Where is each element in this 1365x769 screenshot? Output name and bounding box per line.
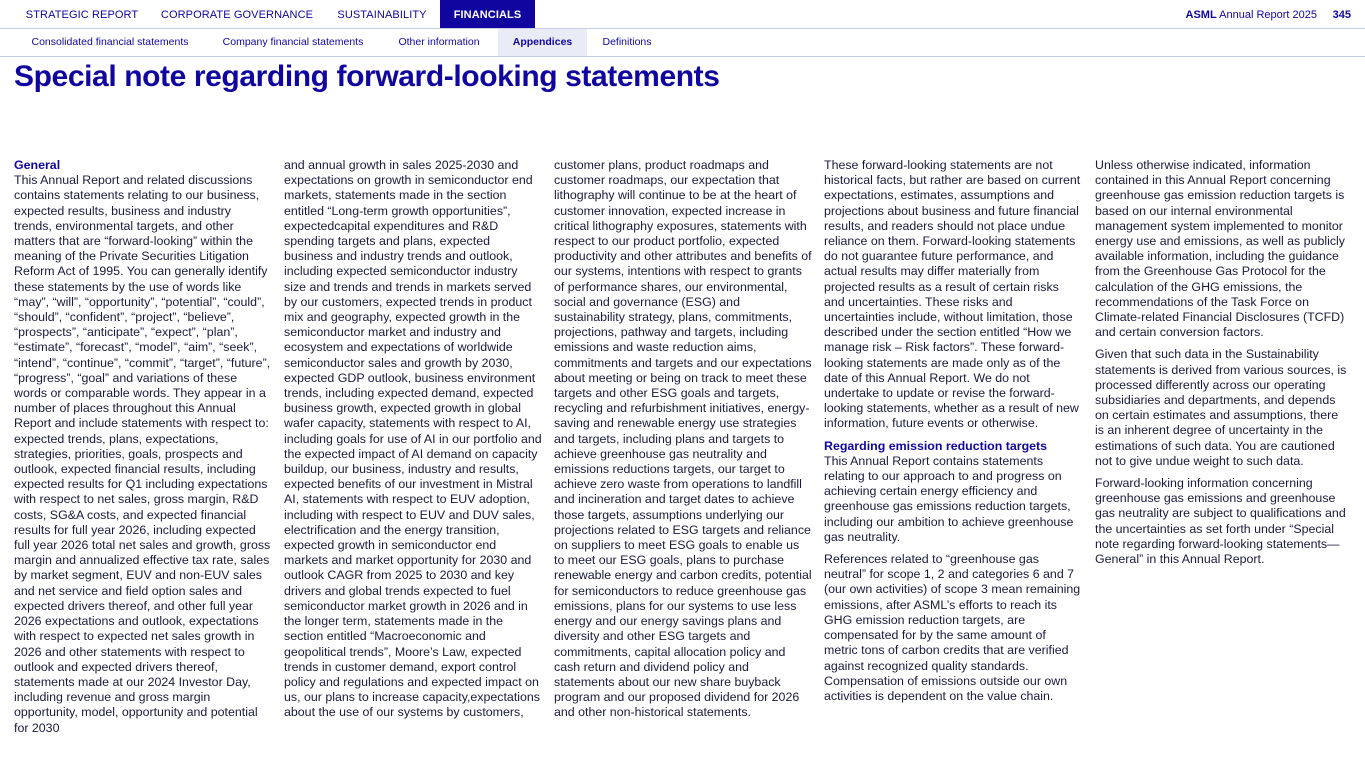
- general-paragraph-continued-2: customer plans, product roadmaps and customer roadmaps, our expectation that lithography will continue to be at the heart of customer innovation, expected increase in critical lithography exposures, statements with respect to our product portfolio, expected productivity and other attributes and benefits of our systems, intentions with respect to grants of performance shares, our environmental, social and governance (ESG) and sustainability strategy, plans, commitments, projections, pathway and targets, including emissions and waste reduction aims, commitments and targets and our expectations about meeting or being on track to meet these targets and other ESG goals and targets, recycling and refurbishment initiatives, energy-saving and renewable energy use strategies and targets, including plans and targets to achieve greenhouse gas neutrality and emissions reductions targets, our target to achieve zero waste from operations to landfill and incineration and target dates to achieve those targets, assumptions underlying our projections related to ESG targets and reliance on suppliers to meet ESG goals to enable us to meet our ESG goals, plans to purchase renewable energy and carbon credits, potential for semiconductors to reduce greenhouse gas emissions, plans for our systems to use less energy and our energy savings plans and diversity and other ESG targets and commitments, capital allocation policy and cash return and dividend policy and statements about our new share buyback program and our proposed dividend for 2026 and other non-historical statements.: [554, 158, 812, 720]
- subtab-consolidated-financial-statements[interactable]: Consolidated financial statements: [31, 36, 189, 48]
- general-paragraph-continued: and annual growth in sales 2025-2030 and expectations on growth in semiconductor end markets, statements made in the section entitled “Long-term growth opportunities”, expectedcapital expenditures and R&D spending targets and plans, expected business and industry trends and outlook, including expected semiconductor industry size and trends and trends in markets served by our customers, expected trends in product mix and geography, expected growth in the semiconductor market and industry and ecosystem and expectations of worldwide semiconductor sales and growth by 2030, expected GDP outlook, business environment trends, including expected demand, expected business growth, expected growth in global wafer capacity, statements with respect to AI, including goals for use of AI in our portfolio and the expected impact of AI demand on capacity buildup, our business, industry and results, expected benefits of our investment in Mistral AI, statements with respect to EUV adoption, including with respect to EUV and DUV sales, electrification and the energy transition, expected growth in semiconductor end markets and market opportunity for 2030 and outlook CAGR from 2025 to 2030 and key drivers and global trends expected to fuel semiconductor market growth in 2026 and in the longer term, statements made in the section entitled “Macroeconomic and geopolitical trends”, Moore’s Law, expected trends in customer demand, export control policy and regulations and expected impact on us, our plans to increase capacity,expectations about the use of our systems by customers,: [284, 158, 542, 720]
- emission-paragraph-4: Given that such data in the Sustainability statements is derived from various sources, is processed differently across our operating subsidiaries and departments, and depends on certain estimates and assumptions, there is an inherent degree of uncertainty in the estimations of such data. You are cautioned not to give undue weight to such data.: [1095, 347, 1347, 468]
- text-column-2: [284, 158, 542, 728]
- subtab-other-information[interactable]: Other information: [398, 36, 480, 48]
- text-column-1: [14, 158, 272, 743]
- general-paragraph: This Annual Report and related discussions contains statements relating to our business, expected results, business and industry trends, environmental targets, and other matters that are “forward-looking” within the meaning of the Private Securities Litigation Reform Act of 1995. You can generally identify these statements by the use of words like “may”, “will”, “opportunity”, “potential”, “could”, “should”, “confident”, “project”, “believe”, “prospects”, “anticipate”, “expect”, “plan”, “estimate”, “forecast”, “model”, “aim”, “seek”, “intend”, “continue”, “commit”, “target”, “future”, “progress”, “goal” and variations of these words or comparable words. They appear in a number of places throughout this Annual Report and include statements with respect to: expected trends, plans, expectations, strategies, priorities, goals, prospects and outlook, expected financial results, including expected results for Q1 including expectations with respect to net sales, gross margin, R&D costs, SG&A costs, and expected financial results for full year 2026, including expected full year 2026 total net sales and growth, gross margin and annualized effective tax rate, sales by market segment, EUV and non-EUV sales and net service and field option sales and expected drivers thereof, and other full year 2026 expectations and outlook, expectations with respect to expected net sales growth in 2026 and other statements with respect to outlook and expected drivers thereof, statements made at our 2024 Investor Day, including revenue and gross margin opportunity, model, opportunity and potential for 2030: [14, 173, 271, 735]
- emission-paragraph-5: Forward-looking information concerning greenhouse gas emissions and greenhouse gas neutrality are subject to qualifications and the uncertainties as set forth under “Special note regarding forward-looking statements—General” in this Annual Report.: [1095, 476, 1346, 567]
- sub-navigation: [0, 29, 1365, 57]
- tab-financials[interactable]: FINANCIALS: [440, 0, 535, 28]
- tab-strategic-report[interactable]: STRATEGIC REPORT: [25, 9, 139, 21]
- text-column-3: [554, 158, 812, 728]
- emission-paragraph-2: References related to “greenhouse gas neutral” for scope 1, 2 and categories 6 and 7 (our own activities) of scope 3 mean remaining emissions, after ASML’s efforts to reach its GHG emission reduction targets, are compensated for by the same amount of metric tons of carbon credits that are verified against recognized quality standards. Compensation of emissions outside our own activities is dependent on the value chain.: [824, 552, 1081, 703]
- emission-targets-heading: Regarding emission reduction targets: [824, 438, 1048, 453]
- page-title: Special note regarding forward-looking statements: [14, 60, 720, 93]
- brand-name: ASML: [1185, 9, 1217, 21]
- emission-paragraph-3: Unless otherwise indicated, information contained in this Annual Report concerning greenhouse gas emission reduction targets is based on our internal environmental management system implemented to monitor energy use and emissions, as well as publicly available information, including the guidance from the Greenhouse Gas Protocol for the calculation of the GHG emissions, the recommendations of the Task Force on Climate-related Financial Disclosures (TCFD) and certain conversion factors.: [1095, 158, 1346, 340]
- subtab-definitions[interactable]: Definitions: [602, 36, 652, 48]
- report-brand: [1186, 0, 1317, 30]
- subtab-appendices[interactable]: Appendices: [498, 29, 587, 56]
- tab-sustainability[interactable]: SUSTAINABILITY: [337, 9, 427, 21]
- page-number: 345: [1332, 9, 1351, 21]
- general-heading: General: [14, 158, 61, 172]
- report-name: Annual Report 2025: [1219, 9, 1317, 21]
- tab-corporate-governance[interactable]: CORPORATE GOVERNANCE: [160, 9, 314, 21]
- top-navigation: [0, 0, 1365, 29]
- text-column-5: [1095, 158, 1350, 574]
- disclaimer-paragraph: These forward-looking statements are not historical facts, but rather are based on current expectations, estimates, assumptions and projections about business and future financial results, and readers should not place undue reliance on them. Forward-looking statements do not guarantee future performance, and actual results may differ materially from projected results as a result of certain risks and uncertainties. These risks and uncertainties include, without limitation, those described under the section entitled “How we manage risk – Risk factors”. These forward-looking statements are made only as of the date of this Annual Report. We do not undertake to update or revise the forward-looking statements, whether as a result of new information, future events or otherwise.: [824, 158, 1081, 431]
- subtab-company-financial-statements[interactable]: Company financial statements: [222, 36, 364, 48]
- text-column-4: [824, 158, 1082, 711]
- emission-paragraph-1: This Annual Report contains statements relating to our approach to and progress on achieving certain energy efficiency and greenhouse gas emissions reduction targets, including our ambition to achieve greenhouse gas neutrality.: [824, 453, 1074, 544]
